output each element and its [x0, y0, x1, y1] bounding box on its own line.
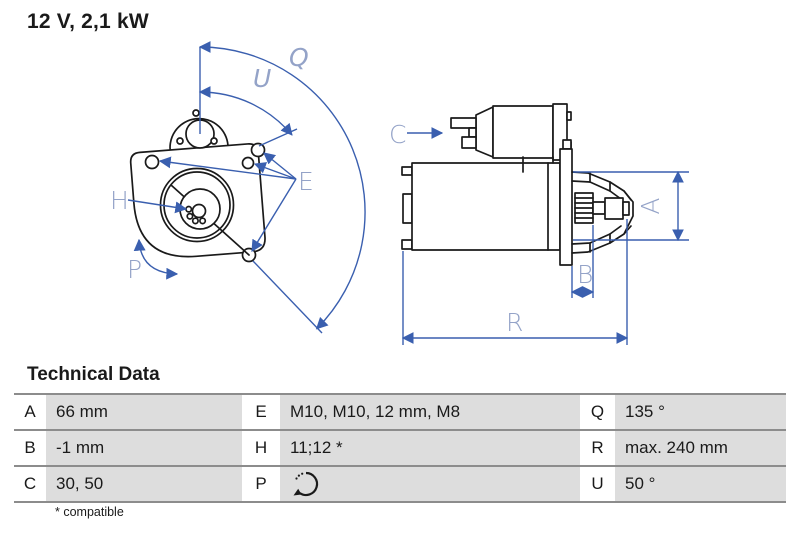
- table-value-r: max. 240 mm: [615, 431, 786, 465]
- table-key-c: C: [14, 467, 46, 501]
- dim-label-r: R: [506, 308, 524, 337]
- table-value-h: 11;12 *: [280, 431, 580, 465]
- dim-label-p: P: [127, 255, 143, 284]
- table-value-u: 50 °: [615, 467, 786, 501]
- mount-hole-top-right: [252, 144, 265, 157]
- table-row: [14, 431, 786, 467]
- solenoid-cone: [476, 107, 493, 157]
- table-key-a: A: [14, 395, 46, 429]
- table-key-e: E: [242, 395, 280, 429]
- table-row: [14, 467, 786, 503]
- table-key-b: B: [14, 431, 46, 465]
- rotation-direction-icon: [290, 469, 320, 499]
- solenoid-body: [493, 106, 553, 158]
- drive-shaft: [605, 198, 623, 219]
- side-view-drawing: [402, 104, 633, 265]
- dim-label-h: H: [110, 186, 129, 215]
- front-view-drawing: [130, 110, 266, 262]
- table-value-p: [280, 467, 580, 501]
- table-value-q: 135 °: [615, 395, 786, 429]
- solenoid-terminal-2: [462, 137, 476, 148]
- table-key-q: Q: [580, 395, 615, 429]
- table-value-c: 30, 50: [46, 467, 242, 501]
- mount-hole-top-left: [146, 156, 159, 169]
- dim-label-a: A: [636, 197, 665, 215]
- dim-label-q: Q: [289, 43, 309, 72]
- table-value-a: 66 mm: [46, 395, 242, 429]
- technical-data-heading: Technical Data: [27, 364, 160, 385]
- mount-hole-inner: [243, 158, 254, 169]
- table-key-u: U: [580, 467, 615, 501]
- table-value-b: -1 mm: [46, 431, 242, 465]
- technical-data-table: [14, 393, 786, 503]
- solenoid-terminal: [451, 118, 476, 128]
- table-key-r: R: [580, 431, 615, 465]
- table-value-e: M10, M10, 12 mm, M8: [280, 395, 580, 429]
- table-key-h: H: [242, 431, 280, 465]
- dim-label-b: B: [577, 260, 594, 289]
- product-spec-title: 12 V, 2,1 kW: [27, 10, 149, 33]
- table-row: [14, 395, 786, 431]
- table-key-p: P: [242, 467, 280, 501]
- dim-label-u: U: [253, 64, 272, 93]
- compatible-footnote: * compatible: [55, 505, 124, 519]
- dim-label-c: C: [389, 120, 407, 149]
- dim-label-e: E: [298, 167, 314, 196]
- mounting-flange: [560, 149, 572, 265]
- motor-body: [412, 163, 560, 250]
